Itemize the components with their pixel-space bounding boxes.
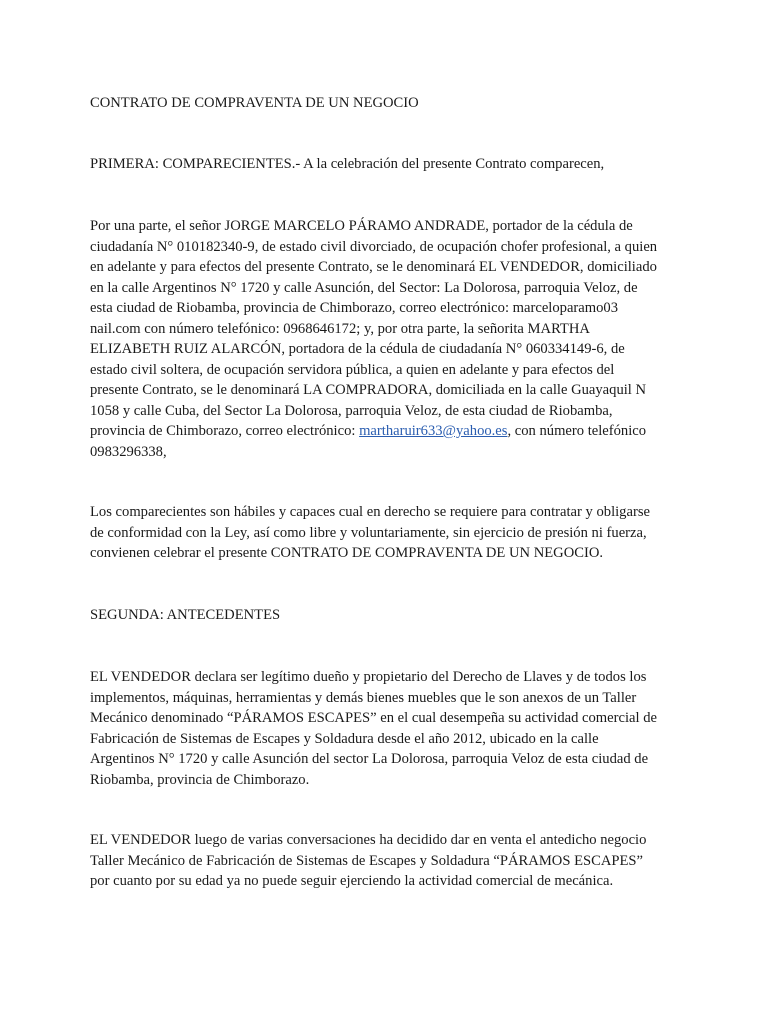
paragraph-line: Mecánico denominado “PÁRAMOS ESCAPES” en el cual desempeña su actividad comercial de bbox=[90, 710, 657, 726]
venta-paragraph bbox=[90, 830, 690, 892]
paragraph-line: Fabricación de Sistemas de Escapes y Soldadura desde el año 2012, ubicado en la calle bbox=[90, 730, 599, 747]
paragraph-line: ELIZABETH RUIZ ALARCÓN, portadora de la cédula de ciudadanía N° 060334149-6, de bbox=[90, 341, 625, 357]
paragraph-line-with-email bbox=[90, 421, 690, 442]
email-link[interactable]: martharuir633@yahoo.es bbox=[359, 423, 508, 439]
paragraph-line: Argentinos N° 1720 y calle Asunción del sector La Dolorosa, parroquia Veloz de esta ciudad de bbox=[90, 751, 649, 767]
phone-label: , con número telefónico bbox=[507, 423, 647, 439]
paragraph-line: ciudadanía N° 010182340-9, de estado civil divorciado, de ocupación chofer profesional, a quien bbox=[90, 238, 658, 255]
paragraph-line: presente Contrato, se le denominará LA COMPRADORA, domiciliada en la calle Guayaquil N bbox=[90, 382, 647, 398]
paragraph-line: Los comparecientes son hábiles y capaces cual en derecho se requiere para contratar y obligarse bbox=[90, 504, 650, 520]
paragraph-line: 0983296338, bbox=[90, 443, 167, 460]
title-line: CONTRATO DE COMPRAVENTA DE UN NEGOCIO bbox=[90, 95, 419, 111]
paragraph-line: de conformidad con la Ley, así como libre y voluntariamente, sin ejercicio de presión ni fuerza, bbox=[90, 524, 647, 541]
paragraph-line: Por una parte, el señor JORGE MARCELO PÁRAMO ANDRADE, portador de la cédula de bbox=[90, 218, 633, 234]
email-label: provincia de Chimborazo, correo electrónico: bbox=[90, 423, 360, 439]
paragraph-line: estado civil soltera, de ocupación servidora pública, a quien en adelante y para efectos del bbox=[90, 361, 615, 378]
antecedentes-paragraph bbox=[90, 667, 690, 790]
paragraph-line: EL VENDEDOR luego de varias conversaciones ha decidido dar en venta el antedicho negocio bbox=[90, 832, 647, 848]
paragraph-line: EL VENDEDOR declara ser legítimo dueño y propietario del Derecho de Llaves y de todos los bbox=[90, 669, 647, 685]
paragraph-line: en adelante y para efectos del presente Contrato, se le denominará EL VENDEDOR, domiciliado bbox=[90, 259, 657, 275]
paragraph-line: Taller Mecánico de Fabricación de Sistemas de Escapes y Soldadura “PÁRAMOS ESCAPES” bbox=[90, 852, 644, 869]
paragraph-line: por cuanto por su edad ya no puede seguir ejerciendo la actividad comercial de mecánica. bbox=[90, 873, 614, 889]
primera-heading bbox=[90, 154, 690, 175]
paragraph-line: convienen celebrar el presente CONTRATO DE COMPRAVENTA DE UN NEGOCIO. bbox=[90, 545, 604, 561]
segunda-heading-line: SEGUNDA: ANTECEDENTES bbox=[90, 607, 281, 623]
parties-paragraph bbox=[90, 216, 690, 462]
paragraph-line: nail.com con número telefónico: 0968646172; y, por otra parte, la señorita MARTHA bbox=[90, 320, 590, 337]
paragraph-line: 1058 y calle Cuba, del Sector La Dolorosa, parroquia Veloz, de esta ciudad de Riobamba, bbox=[90, 402, 613, 419]
paragraph-line: esta ciudad de Riobamba, provincia de Chimborazo, correo electrónico: marceloparamo03 bbox=[90, 300, 619, 316]
paragraph-line: implementos, máquinas, herramientas y demás bienes muebles que le son anexos de un Taller bbox=[90, 689, 637, 706]
capacity-paragraph bbox=[90, 502, 690, 564]
paragraph-line: Riobamba, provincia de Chimborazo. bbox=[90, 771, 310, 788]
document-title bbox=[90, 93, 690, 114]
segunda-heading bbox=[90, 605, 690, 626]
primera-heading-line: PRIMERA: COMPARECIENTES.- A la celebración del presente Contrato comparecen, bbox=[90, 156, 605, 172]
paragraph-line: en la calle Argentinos N° 1720 y calle Asunción, del Sector: La Dolorosa, parroquia Veloz, de bbox=[90, 279, 638, 296]
